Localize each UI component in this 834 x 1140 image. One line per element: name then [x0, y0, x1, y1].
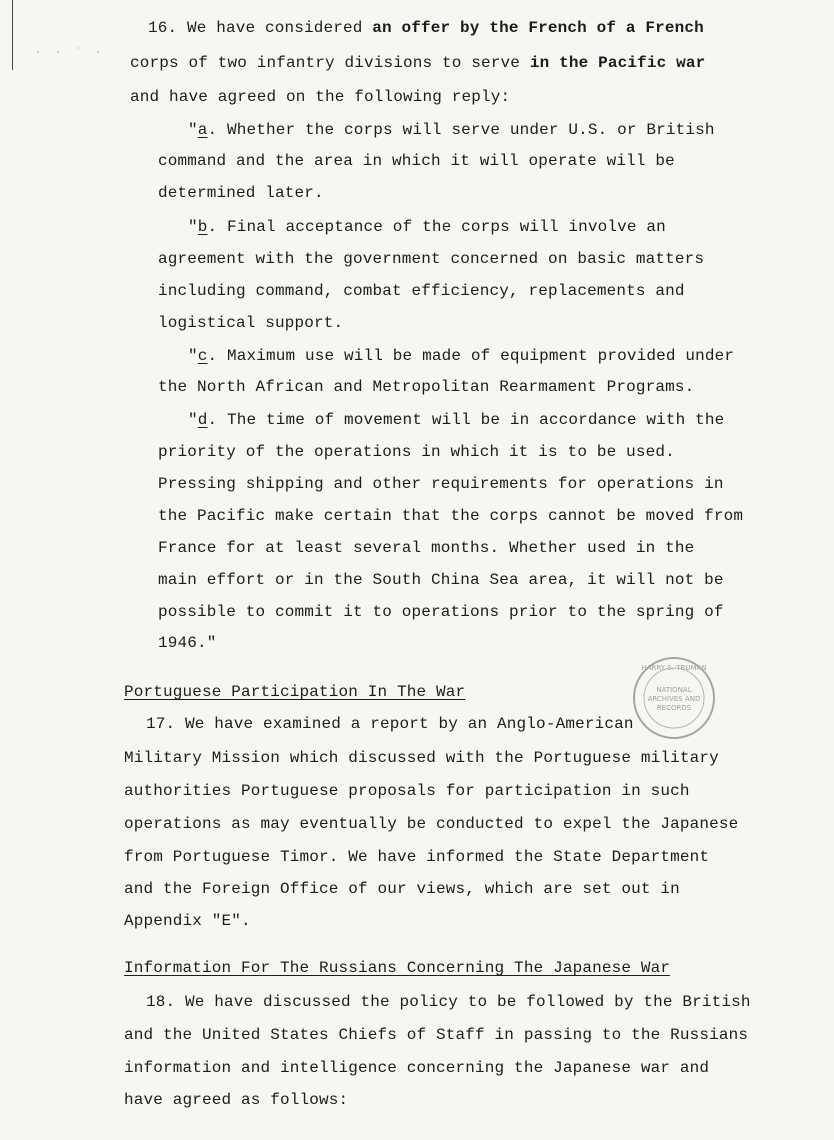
item-d-line6: main effort or in the South China Sea area, it will not be	[158, 571, 724, 589]
item-d-line4: the Pacific make certain that the corps cannot be moved from	[158, 507, 744, 525]
svg-text:NATIONAL: NATIONAL	[656, 686, 692, 694]
item-a-line1: "a. Whether the corps will serve under U.S. or British	[188, 121, 715, 139]
para18-line3: information and intelligence concerning the Japanese war and	[124, 1059, 710, 1077]
svg-text:HARRY S. TRUMAN: HARRY S. TRUMAN	[641, 664, 707, 672]
para18-line1: 18. We have discussed the policy to be followed by the British	[146, 993, 751, 1011]
item-d-line7: possible to commit it to operations prior to the spring of	[158, 603, 724, 621]
para17-line2: Military Mission which discussed with the Portuguese military	[124, 749, 719, 767]
item-b-line4: logistical support.	[158, 314, 344, 332]
heading-portuguese-participation: Portuguese Participation In The War	[124, 683, 466, 701]
item-c-line2: the North African and Metropolitan Rearmament Programs.	[158, 378, 695, 396]
para16-line3: and have agreed on the following reply:	[130, 88, 511, 106]
para17-line6: and the Foreign Office of our views, which are set out in	[124, 880, 680, 898]
item-d-line1: "d. The time of movement will be in accordance with the	[188, 411, 725, 429]
para16-line1: 16. We have considered an offer by the French of a French	[148, 19, 704, 37]
para17-line4: operations as may eventually be conducted to expel the Japanese	[124, 815, 739, 833]
para18-line4: have agreed as follows:	[124, 1091, 349, 1109]
para17-line7: Appendix "E".	[124, 912, 251, 930]
para18-line2: and the United States Chiefs of Staff in passing to the Russians	[124, 1026, 749, 1044]
page-edge-line	[12, 0, 13, 70]
para17-line5: from Portuguese Timor. We have informed the State Department	[124, 848, 710, 866]
para16-line2: corps of two infantry divisions to serve in the Pacific war	[130, 54, 706, 72]
item-b-line1: "b. Final acceptance of the corps will involve an	[188, 218, 666, 236]
svg-text:ARCHIVES AND: ARCHIVES AND	[647, 695, 701, 703]
item-b-line2: agreement with the government concerned on basic matters	[158, 250, 705, 268]
item-d-line2: priority of the operations in which it is to be used.	[158, 443, 675, 461]
item-d-line8: 1946."	[158, 634, 217, 652]
item-b-line3: including command, combat efficiency, replacements and	[158, 282, 685, 300]
item-d-line5: France for at least several months. Whether used in the	[158, 539, 695, 557]
item-c-line1: "c. Maximum use will be made of equipment provided under	[188, 347, 735, 365]
item-a-line3: determined later.	[158, 184, 324, 202]
svg-text:RECORDS: RECORDS	[656, 704, 692, 712]
paper-specks: · · ˙ ·	[35, 48, 106, 59]
heading-information-for-russians: Information For The Russians Concerning The Japanese War	[124, 959, 671, 977]
para17-line3: authorities Portuguese proposals for participation in such	[124, 782, 690, 800]
archive-stamp-seal	[632, 656, 716, 740]
item-d-line3: Pressing shipping and other requirements for operations in	[158, 475, 724, 493]
para17-line1: 17. We have examined a report by an Anglo-American	[146, 715, 634, 733]
item-a-line2: command and the area in which it will operate will be	[158, 152, 675, 170]
